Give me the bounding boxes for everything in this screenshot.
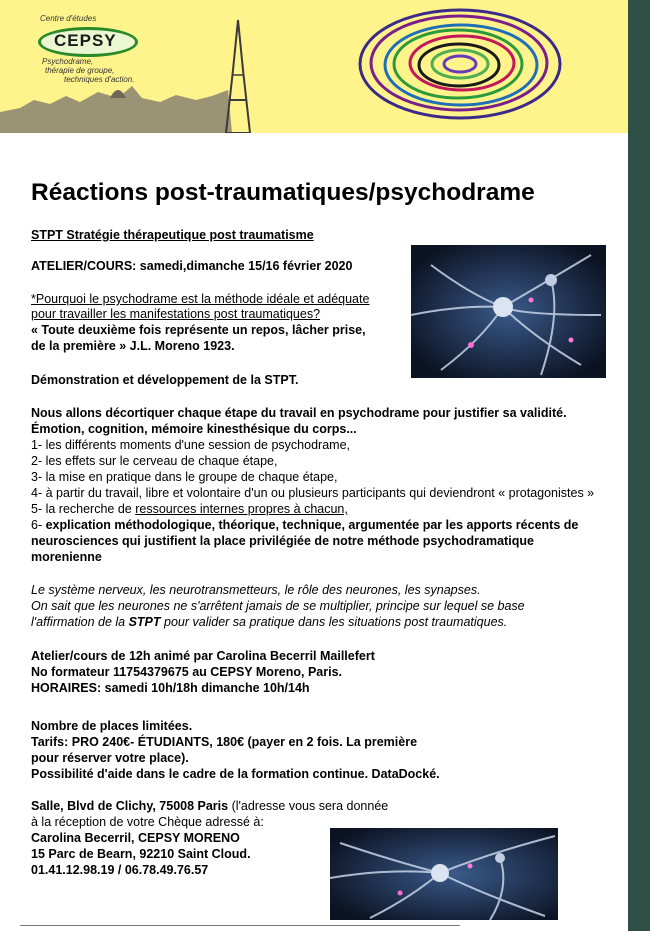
contact-address: 15 Parc de Bearn, 92210 Saint Cloud. bbox=[31, 847, 251, 861]
italic-line-2: On sait que les neurones ne s'arrêtent jamais de se multiplier, principe sur lequel se base bbox=[31, 599, 525, 613]
trainer-line-2: No formateur 11754379675 au CEPSY Moreno, Paris. bbox=[31, 665, 343, 679]
header-banner bbox=[0, 0, 628, 133]
quote-line-2: de la première » J.L. Moreno 1923. bbox=[31, 339, 235, 353]
logo-caption: Centre d'études bbox=[40, 14, 97, 23]
funding-line: Possibilité d'aide dans le cadre de la formation continue. DataDocké. bbox=[31, 767, 440, 781]
list-item-4: 4- à partir du travail, libre et volontaire d'un ou plusieurs participants qui deviendront « protagonistes » bbox=[31, 486, 595, 500]
list-item-5-link: ressources internes propres à chacun, bbox=[135, 502, 348, 516]
list-item-6-line-3: morenienne bbox=[31, 550, 102, 564]
list-item-6-line-1: explication méthodologique, théorique, technique, argumentée par les apports récents de bbox=[42, 518, 579, 532]
quote-line-1: « Toute deuxième fois représente un repos, lâcher prise, bbox=[31, 323, 366, 337]
colored-rings-graphic bbox=[355, 4, 565, 124]
italic-line-3: l'affirmation de la STPT pour valider sa pratique dans les situations post traumatiques. bbox=[31, 615, 508, 629]
list-item-6-line-2: neurosciences qui justifient la place privilégiée de notre méthode psychodramatique bbox=[31, 534, 534, 548]
list-item-6 bbox=[31, 517, 578, 533]
neuron-image-top bbox=[411, 245, 606, 378]
trainer-line-1: Atelier/cours de 12h animé par Carolina Becerril Maillefert bbox=[31, 649, 375, 663]
list-item-6-number: 6- bbox=[31, 518, 43, 532]
list-item-5-prefix: 5- la recherche de bbox=[31, 502, 136, 516]
list-item-5 bbox=[31, 501, 348, 517]
neuron-image-bottom bbox=[330, 828, 558, 920]
right-edge-strip bbox=[628, 0, 650, 931]
logo-name: CEPSY bbox=[54, 31, 117, 50]
question-line-2: pour travailler les manifestations post traumatiques? bbox=[31, 307, 321, 321]
italic-line-1: Le système nerveux, les neurotransmetteurs, le rôle des neurones, les synapses. bbox=[31, 583, 481, 597]
tarifs-line-1: Tarifs: PRO 240€- ÉTUDIANTS, 180€ (payer en 2 fois. La première bbox=[31, 735, 418, 749]
list-item-3: 3- la mise en pratique dans le groupe de chaque étape, bbox=[31, 470, 338, 484]
neuron-illustration-top bbox=[411, 245, 606, 378]
intro-line-2: Émotion, cognition, mémoire kinesthésique du corps... bbox=[31, 422, 357, 436]
logo-tagline: Psychodrame, thérapie de groupe, techniques d'action. bbox=[42, 57, 135, 84]
contact-phone: 01.41.12.98.19 / 06.78.49.76.57 bbox=[31, 863, 209, 877]
atelier-line: ATELIER/COURS: samedi,dimanche 15/16 février 2020 bbox=[31, 259, 353, 273]
stpt-emphasis: STPT bbox=[128, 615, 161, 629]
places-line: Nombre de places limitées. bbox=[31, 719, 193, 733]
address-line-2: à la réception de votre Chèque adressé à: bbox=[31, 815, 264, 829]
list-item-1: 1- les différents moments d'une session de psychodrame, bbox=[31, 438, 350, 452]
venue-address: Salle, Blvd de Clichy, 75008 Paris bbox=[31, 799, 229, 813]
demo-line: Démonstration et développement de la STPT. bbox=[31, 373, 299, 387]
bottom-divider bbox=[20, 925, 460, 926]
tarifs-line-2: pour réserver votre place). bbox=[31, 751, 189, 765]
stpt-line: STPT Stratégie thérapeutique post traumatisme bbox=[31, 228, 314, 242]
neuron-illustration-bottom bbox=[330, 828, 558, 920]
question-line-1: *Pourquoi le psychodrame est la méthode idéale et adéquate bbox=[31, 292, 370, 306]
address-line-1: Salle, Blvd de Clichy, 75008 Paris (l'adresse vous sera donnée bbox=[31, 799, 389, 813]
intro-line-1: Nous allons décortiquer chaque étape du travail en psychodrame pour justifier sa validité. bbox=[31, 406, 567, 420]
contact-name: Carolina Becerril, CEPSY MORENO bbox=[31, 831, 240, 845]
page-title: Réactions post-traumatiques/psychodrame bbox=[31, 179, 535, 206]
list-item-2: 2- les effets sur le cerveau de chaque étape, bbox=[31, 454, 278, 468]
hours-line: HORAIRES: samedi 10h/18h dimanche 10h/14h bbox=[31, 681, 310, 695]
